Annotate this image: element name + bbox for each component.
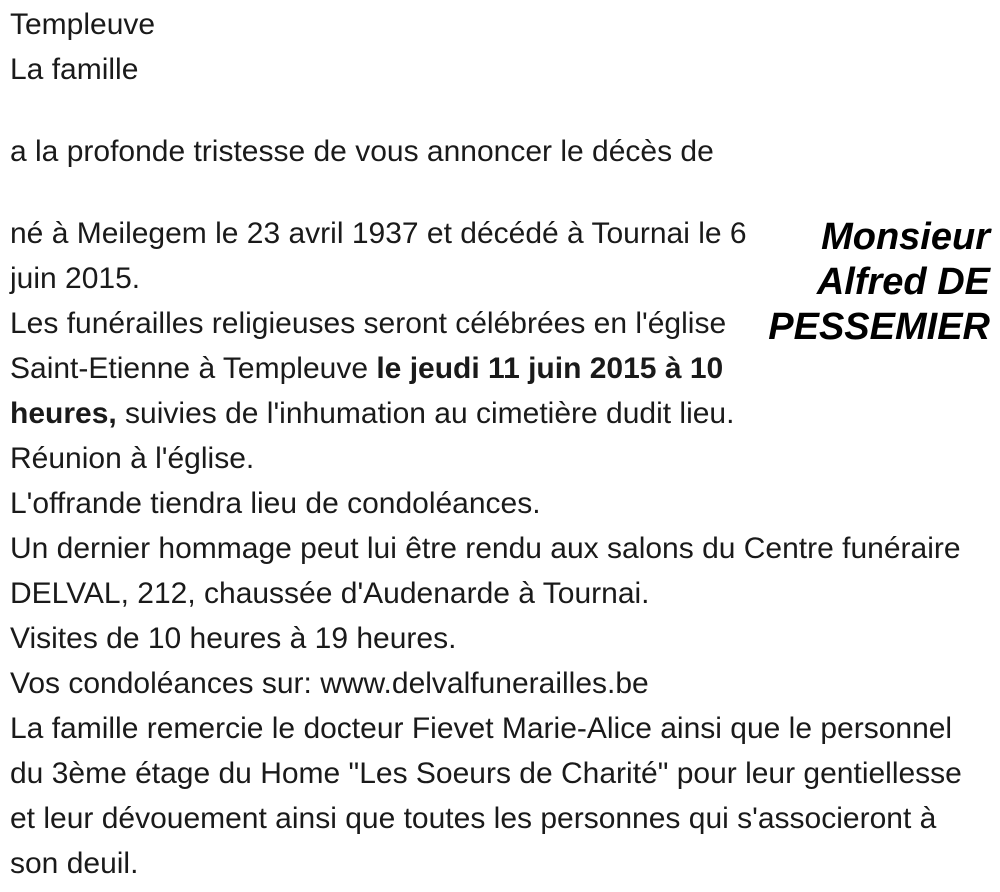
offering-line: L'offrande tiendra lieu de condoléances. <box>10 487 541 520</box>
deceased-name: Monsieur Alfred DE PESSEMIER <box>768 216 990 348</box>
condolences-line <box>10 661 990 706</box>
thanks-paragraph: La famille remercie le docteur Fievet Marie-Alice ainsi que le personnel du 3ème étage du Home "Les Soeurs de Charité" pour leur gentiellesse et leur dévouement ainsi que toutes les personnes qui s'associeront à son deuil. <box>10 712 962 880</box>
condolences-label: Vos condoléances sur: <box>10 667 321 700</box>
funeral-date-time: le jeudi 11 juin 2015 à 10 heures, <box>10 352 724 430</box>
place-line: Templeuve <box>10 8 156 41</box>
announcement-line: a la profonde tristesse de vous annoncer le décès de <box>10 135 714 168</box>
death-notice <box>10 2 990 886</box>
funeral-text-before: Les funérailles religieuses seront célébrées en l'église Saint-Etienne à Templeuve <box>10 307 727 385</box>
visits-line: Visites de 10 heures à 19 heures. <box>10 622 457 655</box>
meeting-line: Réunion à l'église. <box>10 442 255 475</box>
birth-death-paragraph: né à Meilegem le 23 avril 1937 et décédé à Tournai le 6 juin 2015. <box>10 217 747 295</box>
website-url: www.delvalfunerailles.be <box>320 667 649 700</box>
funeral-text-after: suivies de l'inhumation au cimetière dudit lieu. <box>116 397 735 430</box>
family-line: La famille <box>10 53 139 86</box>
homage-paragraph: Un dernier hommage peut lui être rendu aux salons du Centre funéraire DELVAL, 212, chaussée d'Audenarde à Tournai. <box>10 532 961 610</box>
